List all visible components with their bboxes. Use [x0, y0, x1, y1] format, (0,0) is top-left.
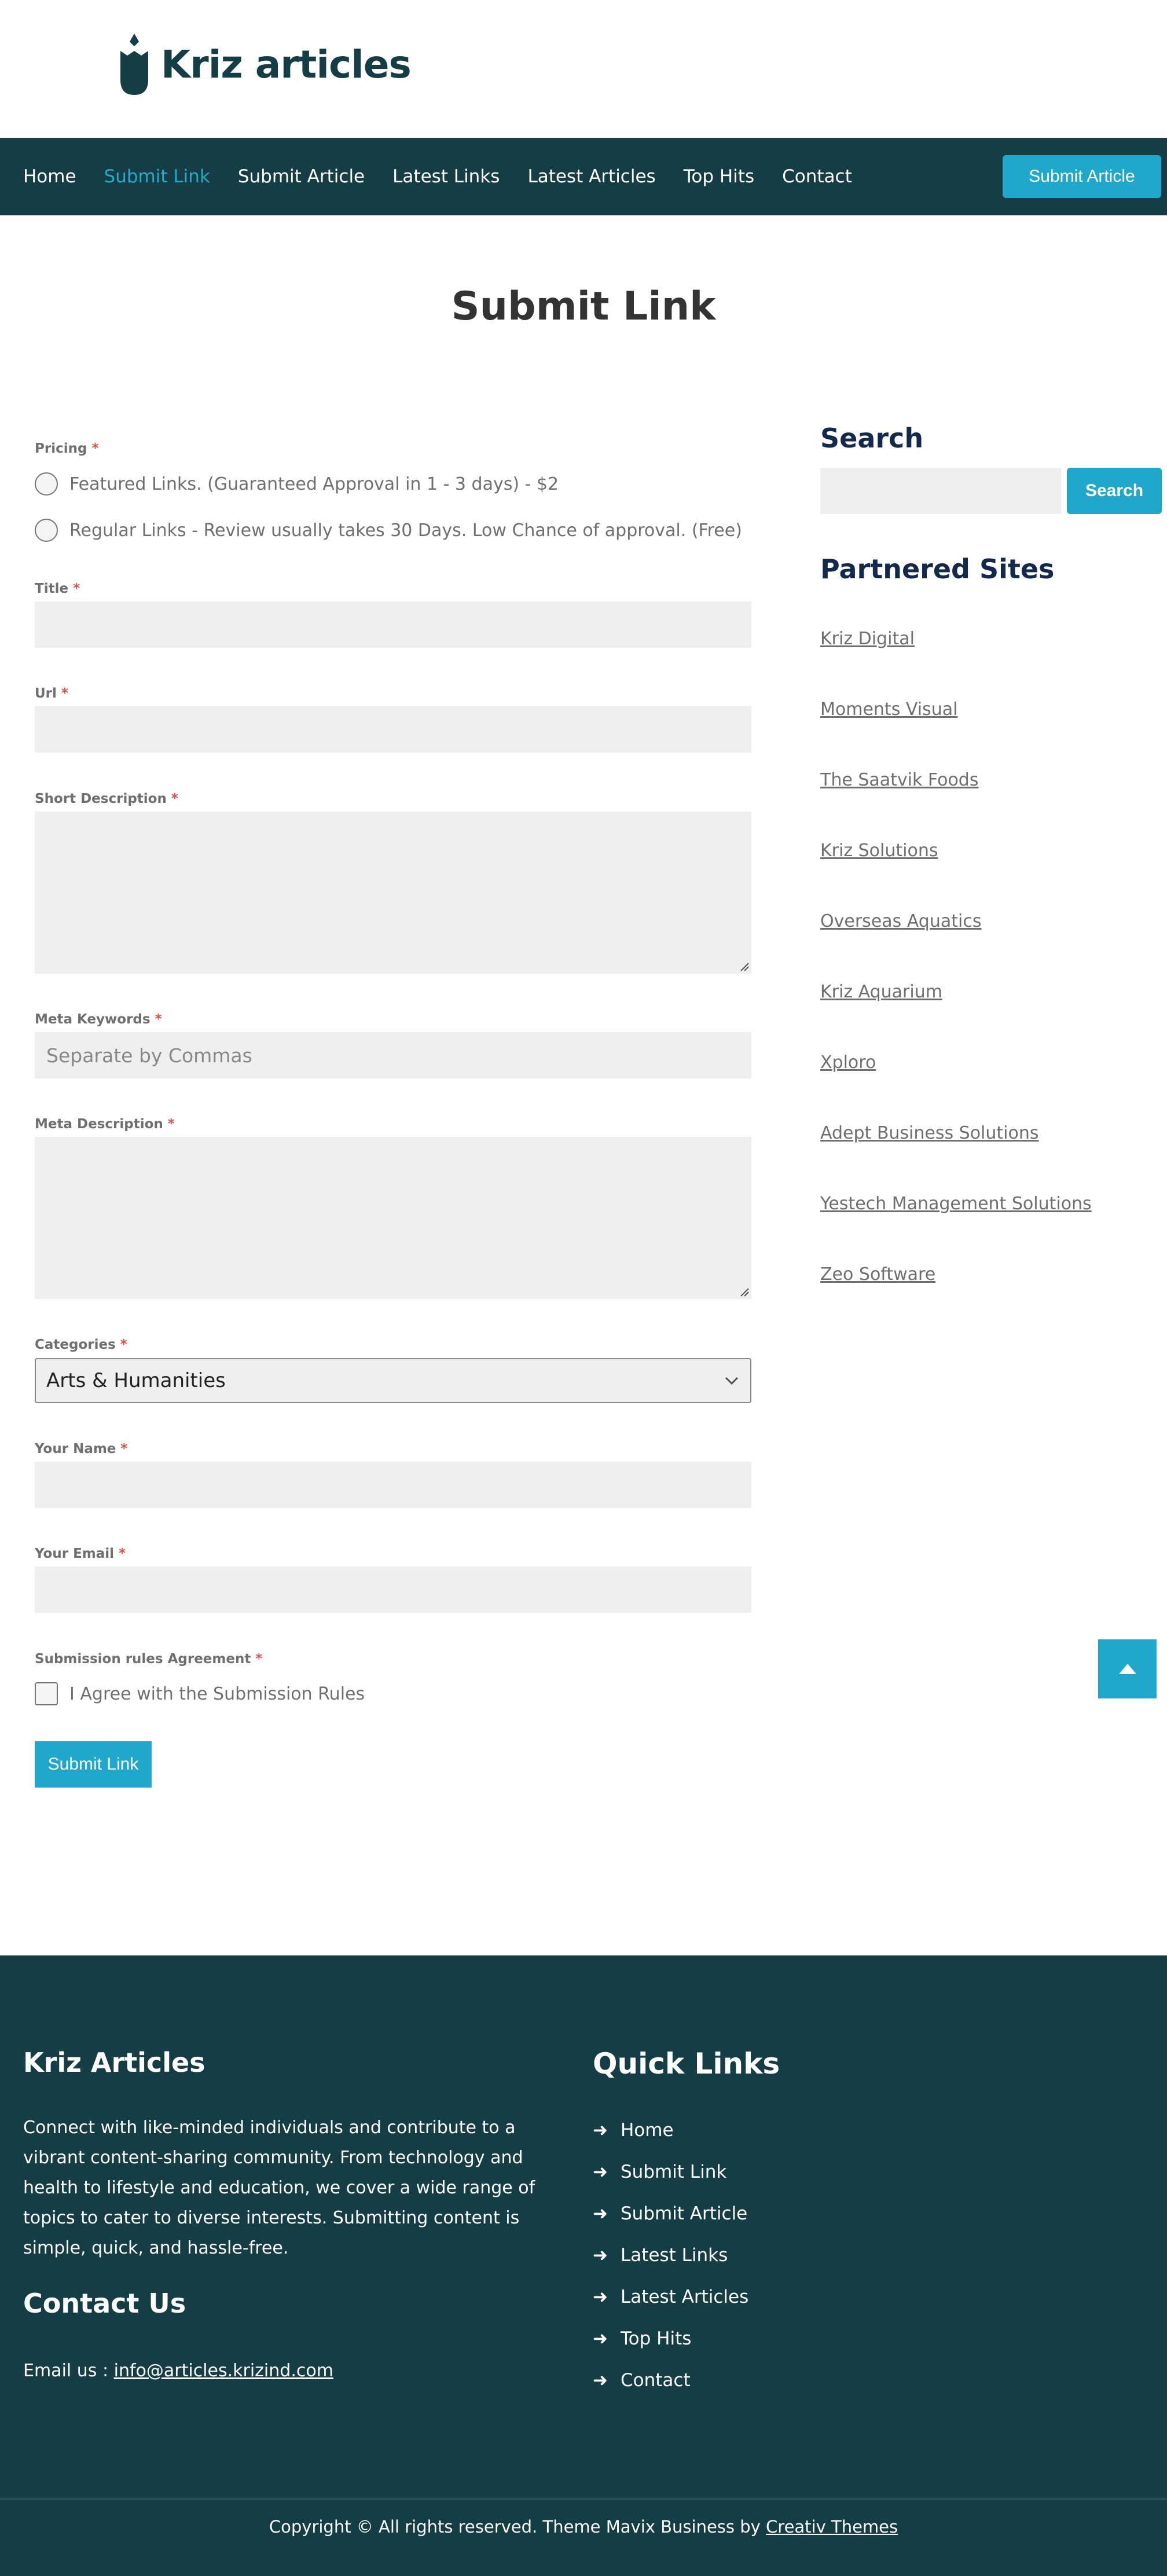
logo-text: Kriz articles [161, 42, 411, 87]
title-input[interactable] [35, 601, 751, 648]
footer-divider [0, 2498, 1167, 2500]
your-email-label: Your Email * [35, 1546, 126, 1561]
arrow-up-icon [1119, 1664, 1136, 1674]
partner-link-xploro[interactable]: Xploro [820, 1052, 876, 1073]
footer-link-label: Contact [620, 2370, 691, 2391]
submit-article-button[interactable]: Submit Article [1003, 155, 1161, 198]
pricing-option-regular[interactable] [35, 519, 742, 542]
partner-link-kriz-digital[interactable]: Kriz Digital [820, 629, 915, 649]
footer-link-submit-link[interactable] [593, 2162, 726, 2182]
title-label: Title * [35, 581, 80, 596]
chevron-down-icon [724, 1375, 740, 1386]
arrow-right-icon: ➜ [593, 2162, 608, 2182]
nav-contact[interactable]: Contact [782, 166, 852, 187]
your-name-label: Your Name * [35, 1441, 128, 1456]
meta-description-textarea[interactable] [35, 1137, 751, 1299]
footer-quick-links-heading: Quick Links [593, 2047, 780, 2080]
short-description-textarea[interactable] [35, 812, 751, 974]
footer-link-latest-links[interactable] [593, 2245, 728, 2266]
footer-link-contact[interactable] [593, 2370, 691, 2391]
copyright-text: Copyright © All rights reserved. Theme Mavix Business by [269, 2517, 761, 2537]
logo-icon [119, 34, 149, 95]
partner-link-overseas-aquatics[interactable]: Overseas Aquatics [820, 911, 982, 931]
site-logo[interactable] [119, 34, 411, 95]
nav-submit-link[interactable]: Submit Link [104, 166, 210, 187]
footer-link-label: Latest Links [620, 2245, 728, 2266]
footer-about-text: Connect with like-minded individuals and contribute to a vibrant content-sharing community. From technology and health to lifestyle and education, we cover a wide range of topics to cater to diverse interests. Submitting content is simple, quick, and hassle-free. [23, 2118, 535, 2258]
meta-keywords-label: Meta Keywords * [35, 1012, 162, 1027]
pricing-option-regular-label: Regular Links - Review usually takes 30 Days. Low Chance of approval. (Free) [69, 520, 742, 541]
nav-home[interactable]: Home [23, 166, 76, 187]
meta-description-label: Meta Description * [35, 1117, 175, 1132]
meta-keywords-input[interactable]: Separate by Commas [35, 1032, 751, 1078]
footer-email-prefix: Email us : [23, 2361, 109, 2381]
footer-link-label: Home [620, 2120, 674, 2141]
search-button[interactable]: Search [1067, 468, 1162, 514]
partner-link-zeo-software[interactable]: Zeo Software [820, 1264, 936, 1285]
nav-submit-article[interactable]: Submit Article [237, 166, 365, 187]
footer-link-top-hits[interactable] [593, 2328, 691, 2349]
url-input[interactable] [35, 706, 751, 753]
partner-link-adept-business[interactable]: Adept Business Solutions [820, 1123, 1039, 1143]
footer-about-heading: Kriz Articles [23, 2047, 205, 2078]
arrow-right-icon: ➜ [593, 2328, 608, 2349]
pricing-label: Pricing * [35, 441, 99, 456]
footer-link-submit-article[interactable] [593, 2203, 747, 2224]
submit-link-button[interactable]: Submit Link [35, 1741, 152, 1788]
footer-link-latest-articles[interactable] [593, 2287, 748, 2307]
arrow-right-icon: ➜ [593, 2245, 608, 2266]
pricing-option-featured[interactable] [35, 472, 559, 496]
agreement-row[interactable] [35, 1682, 365, 1705]
your-email-input[interactable] [35, 1566, 751, 1613]
search-input[interactable] [820, 468, 1061, 514]
partner-link-kriz-aquarium[interactable]: Kriz Aquarium [820, 982, 942, 1002]
footer-link-label: Top Hits [620, 2328, 692, 2349]
partnered-sites-heading: Partnered Sites [820, 553, 1055, 585]
footer-contact-heading: Contact Us [23, 2288, 186, 2319]
footer-link-label: Submit Link [620, 2162, 727, 2182]
partner-link-kriz-solutions[interactable]: Kriz Solutions [820, 841, 938, 861]
pricing-option-featured-label: Featured Links. (Guaranteed Approval in 1 - 3 days) - $2 [69, 474, 559, 494]
main-nav [0, 138, 1167, 215]
page-title: Submit Link [451, 284, 716, 329]
your-name-input[interactable] [35, 1462, 751, 1508]
nav-latest-links[interactable]: Latest Links [392, 166, 500, 187]
footer-link-home[interactable] [593, 2120, 674, 2141]
footer-email-line [23, 2361, 333, 2381]
partner-link-moments-visual[interactable]: Moments Visual [820, 699, 958, 720]
radio-regular[interactable] [35, 519, 58, 542]
resize-grip-icon[interactable] [740, 1287, 749, 1297]
nav-top-hits[interactable]: Top Hits [683, 166, 755, 187]
search-heading: Search [820, 423, 924, 454]
radio-featured[interactable] [35, 472, 58, 496]
arrow-right-icon: ➜ [593, 2287, 608, 2307]
short-description-label: Short Description * [35, 791, 178, 806]
site-header [0, 0, 1167, 138]
categories-selected-value: Arts & Humanities [46, 1369, 226, 1392]
url-label: Url * [35, 686, 68, 701]
partner-link-yestech[interactable]: Yestech Management Solutions [820, 1194, 1092, 1214]
creativ-themes-link[interactable]: Creativ Themes [766, 2517, 898, 2537]
footer-link-label: Latest Articles [620, 2287, 749, 2307]
arrow-right-icon: ➜ [593, 2203, 608, 2224]
resize-grip-icon[interactable] [740, 962, 749, 971]
back-to-top-button[interactable] [1098, 1639, 1157, 1698]
nav-latest-articles[interactable]: Latest Articles [527, 166, 656, 187]
arrow-right-icon: ➜ [593, 2370, 608, 2391]
arrow-right-icon: ➜ [593, 2120, 608, 2141]
categories-select[interactable] [35, 1358, 751, 1403]
footer-email-link[interactable]: info@articles.krizind.com [113, 2361, 333, 2381]
search-form [820, 468, 1162, 514]
partner-link-saatvik-foods[interactable]: The Saatvik Foods [820, 770, 979, 790]
copyright [0, 2517, 1167, 2537]
footer-link-label: Submit Article [620, 2203, 748, 2224]
site-footer [0, 1955, 1167, 2576]
agreement-label: Submission rules Agreement * [35, 1652, 263, 1667]
agreement-checkbox-label: I Agree with the Submission Rules [69, 1683, 365, 1704]
agreement-checkbox[interactable] [35, 1682, 58, 1705]
categories-label: Categories * [35, 1337, 127, 1352]
